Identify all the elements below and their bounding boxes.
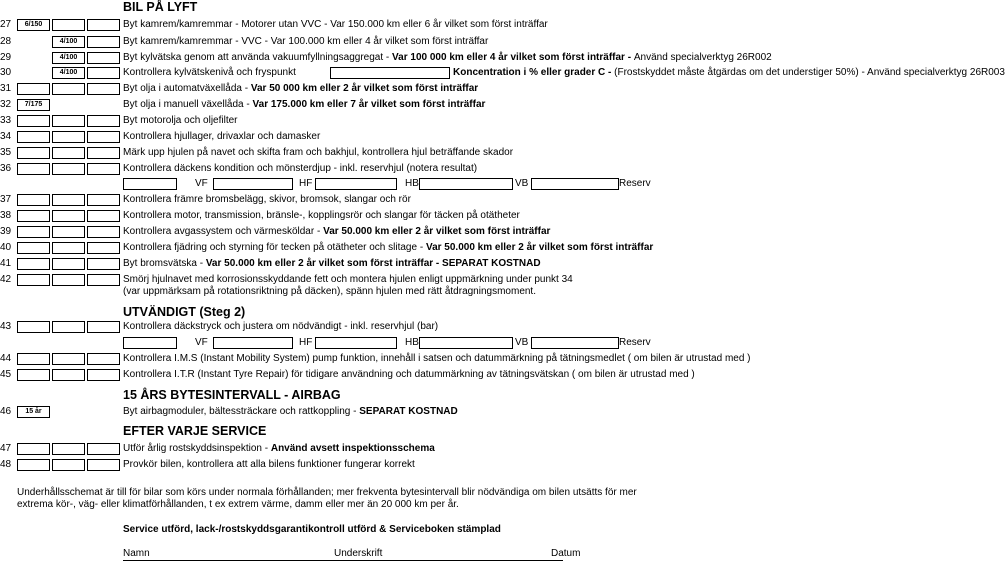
tire-field-vb[interactable] (419, 178, 513, 190)
row-number: 36 (0, 163, 12, 174)
check-box[interactable] (52, 258, 85, 270)
section-heading: EFTER VARJE SERVICE (123, 424, 267, 438)
check-box[interactable] (87, 19, 120, 31)
check-box[interactable] (17, 147, 50, 159)
check-box[interactable] (87, 131, 120, 143)
row-number: 38 (0, 210, 12, 221)
row-number: 46 (0, 406, 12, 417)
item-text: Kontrollera däckstryck och justera om nödvändigt - inkl. reservhjul (bar) (123, 321, 439, 332)
check-box[interactable] (17, 274, 50, 286)
tire-label: HF (299, 178, 313, 189)
check-box[interactable] (87, 369, 120, 381)
check-box[interactable] (17, 226, 50, 238)
pressure-field-hb[interactable] (315, 337, 397, 349)
tire-label: HF (299, 337, 313, 348)
check-box[interactable] (52, 321, 85, 333)
page-title: BIL PÅ LYFT (123, 0, 198, 14)
row-number: 29 (0, 52, 12, 63)
check-box[interactable] (87, 258, 120, 270)
row-number: 32 (0, 99, 12, 110)
service-confirmation: Service utförd, lack-/rostskyddsgarantikontroll utförd & Serviceboken stämplad (123, 524, 501, 535)
tire-label: Reserv (619, 337, 651, 348)
check-box[interactable] (17, 131, 50, 143)
check-box[interactable] (52, 443, 85, 455)
check-box[interactable] (87, 274, 120, 286)
interval-box: 4/100 (52, 36, 85, 48)
check-box[interactable] (87, 147, 120, 159)
pressure-field-vb[interactable] (419, 337, 513, 349)
check-box[interactable] (87, 226, 120, 238)
row-number: 34 (0, 131, 12, 142)
tire-label: HB (405, 337, 419, 348)
tire-label: VB (515, 337, 529, 348)
item-text: Byt olja i automatväxellåda - Var 50 000 km eller 2 år vilket som först inträffar (123, 83, 479, 94)
item-text: Kontrollera hjullager, drivaxlar och damasker (123, 131, 321, 142)
check-box[interactable] (17, 210, 50, 222)
item-text: Byt kylvätska genom att använda vakuumfyllningsaggregat - Var 100 000 km eller 4 år vilket som först inträffar - Använd specialverktyg 26R002 (123, 52, 772, 63)
tire-label: Reserv (619, 178, 651, 189)
interval-box: 4/100 (52, 67, 85, 79)
check-box[interactable] (87, 52, 120, 64)
tire-label: VF (195, 178, 208, 189)
check-box[interactable] (17, 163, 50, 175)
interval-box: 15 år (17, 406, 50, 418)
check-box[interactable] (52, 274, 85, 286)
row-number: 48 (0, 459, 12, 470)
signature-label: Underskrift (334, 548, 383, 559)
check-box[interactable] (87, 443, 120, 455)
row-number: 40 (0, 242, 12, 253)
check-box[interactable] (87, 36, 120, 48)
check-box[interactable] (52, 115, 85, 127)
check-box[interactable] (87, 83, 120, 95)
item-text: Kontrollera avgassystem och värmesköldar - Var 50.000 km eller 2 år vilket som först inträffar (123, 226, 551, 237)
check-box[interactable] (87, 242, 120, 254)
row-number: 28 (0, 36, 12, 47)
row-number: 47 (0, 443, 12, 454)
check-box[interactable] (17, 258, 50, 270)
check-box[interactable] (17, 369, 50, 381)
check-box[interactable] (52, 83, 85, 95)
row-number: 37 (0, 194, 12, 205)
item-text: Byt kamrem/kamremmar - VVC - Var 100.000 km eller 4 år vilket som först inträffar (123, 36, 489, 47)
row-number: 44 (0, 353, 12, 364)
item-text-line2: (var uppmärksam på rotationsriktning på däcken), spänn hjulen med rätt åtdragningsmoment. (123, 286, 536, 297)
row-number: 35 (0, 147, 12, 158)
check-box[interactable] (87, 210, 120, 222)
item-text: Byt olja i manuell växellåda - Var 175.000 km eller 7 år vilket som först inträffar (123, 99, 486, 110)
item-text: Kontrollera I.T.R (Instant Tyre Repair) för tidigare användning och datummärkning av tätningsvätskan ( om bilen är utrustad med ) (123, 369, 695, 380)
tire-label: VF (195, 337, 208, 348)
tire-label: VB (515, 178, 529, 189)
section-heading: UTVÄNDIGT (Steg 2) (123, 305, 246, 319)
date-label: Datum (551, 548, 581, 559)
row-number: 43 (0, 321, 12, 332)
check-box[interactable] (87, 67, 120, 79)
tire-field-reserv[interactable] (531, 178, 619, 190)
check-box[interactable] (87, 115, 120, 127)
item-text: Provkör bilen, kontrollera att alla bilens funktioner fungerar korrekt (123, 459, 415, 470)
item-text: Kontrollera motor, transmission, bränsle-, kopplingsrör och slangar för täcken på otätheter (123, 210, 520, 221)
tire-field-hf[interactable] (213, 178, 293, 190)
pressure-field-vf[interactable] (123, 337, 177, 349)
item-text: Kontrollera fjädring och styrning för tecken på otätheter och slitage - Var 50.000 km eller 2 år vilket som först inträffar (123, 242, 654, 253)
footer-note-line2: extrema kör-, väg- eller klimatförhållanden, t ex extrem värme, damm eller mer än 20 000 km per år. (17, 499, 459, 510)
row-number: 30 (0, 67, 12, 78)
item-text-cont: Koncentration i % eller grader C - (Frostskyddet måste åtgärdas om det understiger 50%) - Använd specialverktyg 26R003 (453, 67, 1005, 78)
row-number: 41 (0, 258, 12, 269)
item-text: Märk upp hjulen på navet och skifta fram och bakhjul, kontrollera hjul beträffande skador (123, 147, 514, 158)
pressure-field-hf[interactable] (213, 337, 293, 349)
item-text: Kontrollera däckens kondition och mönsterdjup - inkl. reservhjul (notera resultat) (123, 163, 478, 174)
check-box[interactable] (17, 115, 50, 127)
item-text: Byt airbagmoduler, bältessträckare och rattkoppling - SEPARAT KOSTNAD (123, 406, 458, 417)
item-text: Kontrollera I.M.S (Instant Mobility System) pump funktion, innehåll i satsen och datummärkning på tätningsmedlet ( om bilen är utrustad med ) (123, 353, 751, 364)
section-heading: 15 ÅRS BYTESINTERVALL - AIRBAG (123, 388, 341, 402)
check-box[interactable] (17, 353, 50, 365)
concentration-field[interactable] (330, 67, 450, 79)
interval-box: 4/100 (52, 52, 85, 64)
check-box[interactable] (87, 194, 120, 206)
row-number: 31 (0, 83, 12, 94)
item-text: Kontrollera kylvätskenivå och fryspunkt (123, 67, 296, 78)
check-box[interactable] (17, 443, 50, 455)
tire-pressure-row (123, 337, 683, 349)
row-number: 33 (0, 115, 12, 126)
check-box[interactable] (87, 321, 120, 333)
check-box[interactable] (52, 210, 85, 222)
interval-box: 6/150 (17, 19, 50, 31)
interval-box: 7/175 (17, 99, 50, 111)
item-text: Kontrollera främre bromsbelägg, skivor, bromsok, slangar och rör (123, 194, 411, 205)
row-number: 27 (0, 19, 12, 30)
row-number: 39 (0, 226, 12, 237)
item-text: Utför årlig rostskyddsinspektion - Använd avsett inspektionsschema (123, 443, 435, 454)
tire-label: HB (405, 178, 419, 189)
check-box[interactable] (52, 147, 85, 159)
item-text: Byt bromsvätska - Var 50.000 km eller 2 år vilket som först inträffar - SEPARAT KOSTNAD (123, 258, 541, 269)
check-box[interactable] (52, 194, 85, 206)
row-number: 42 (0, 274, 12, 285)
pressure-field-reserv[interactable] (531, 337, 619, 349)
check-box[interactable] (87, 163, 120, 175)
check-box[interactable] (52, 226, 85, 238)
check-box[interactable] (52, 369, 85, 381)
check-box[interactable] (17, 194, 50, 206)
check-box[interactable] (52, 131, 85, 143)
tire-field-vf[interactable] (123, 178, 177, 190)
name-label: Namn (123, 548, 150, 559)
item-text: Smörj hjulnavet med korrosionsskyddande fett och montera hjulen enligt uppmärkning under punkt 34 (123, 274, 573, 285)
tire-fields-row (123, 178, 683, 190)
check-box[interactable] (17, 83, 50, 95)
check-box[interactable] (52, 19, 85, 31)
item-text: Byt motorolja och oljefilter (123, 115, 238, 126)
check-box[interactable] (52, 353, 85, 365)
check-box[interactable] (87, 459, 120, 471)
check-box[interactable] (52, 163, 85, 175)
footer-note-line1: Underhållsschemat är till för bilar som körs under normala förhållanden; mer frekventa bytesintervall blir nödvändiga om bilen utsätts för mer (17, 487, 637, 498)
check-box[interactable] (52, 459, 85, 471)
item-text: Byt kamrem/kamremmar - Motorer utan VVC - Var 150.000 km eller 6 år vilket som först inträffar (123, 19, 548, 30)
tire-field-hb[interactable] (315, 178, 397, 190)
check-box[interactable] (52, 242, 85, 254)
row-number: 45 (0, 369, 12, 380)
check-box[interactable] (17, 321, 50, 333)
check-box[interactable] (17, 242, 50, 254)
check-box[interactable] (17, 459, 50, 471)
check-box[interactable] (87, 353, 120, 365)
